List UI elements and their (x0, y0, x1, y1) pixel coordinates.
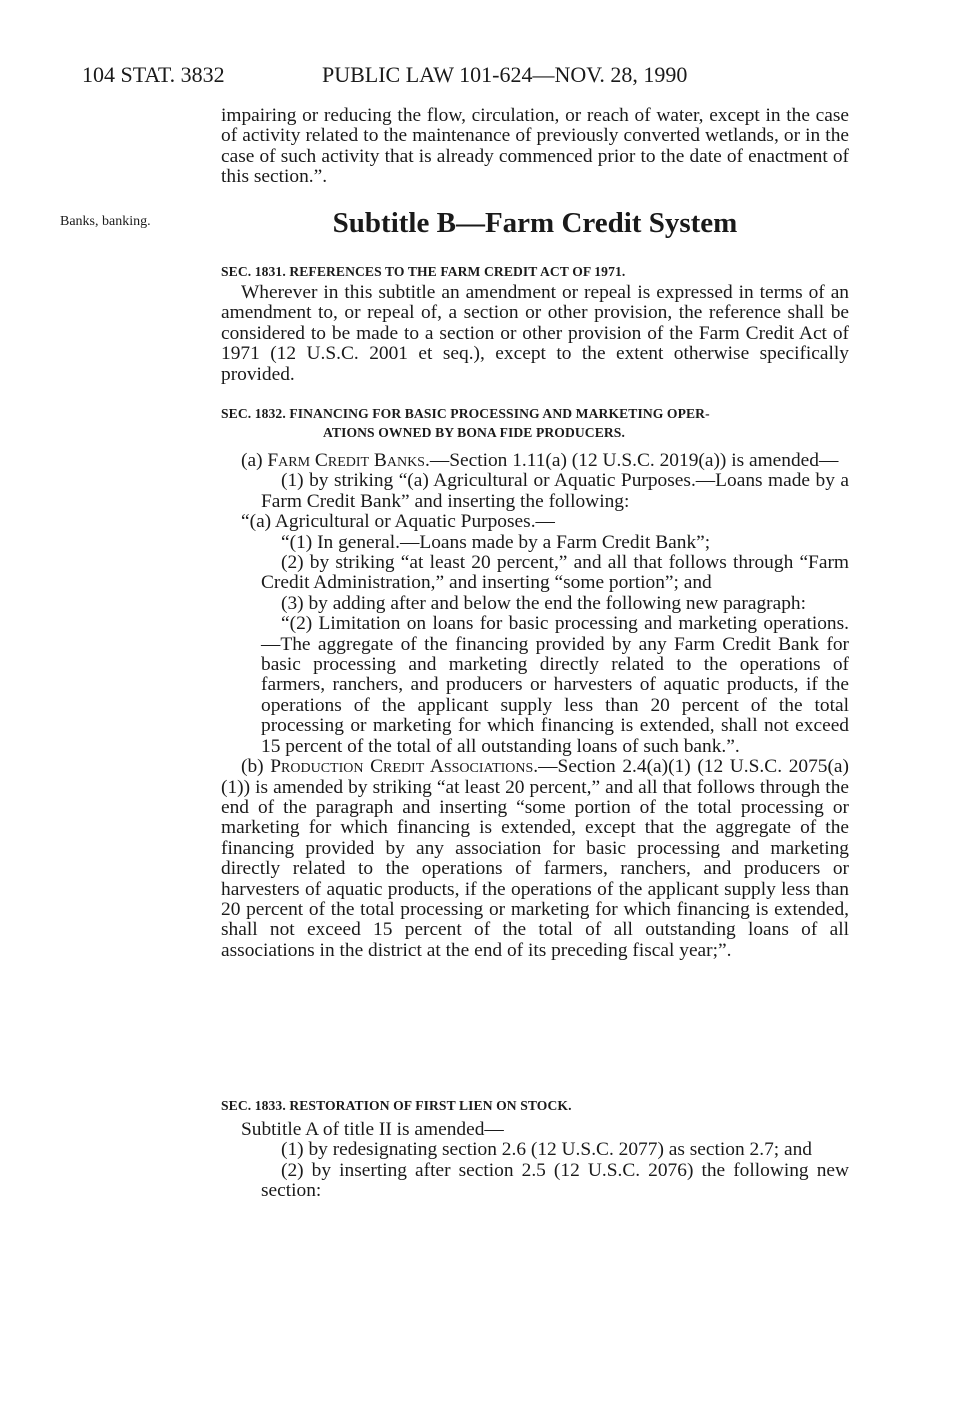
quote-a3-limitation: “(2) Limitation on loans for basic processing and marketing operations.—The aggregate of the financing provided by any Farm Credit Bank for basic processing and marketing directly related to the operations of farmers, ranchers, and producers or harvesters of aquatic products, if the operations of the applicant supply less than 20 percent of the total processing or marketing for which financing is extended, shall not exceed 15 percent of the total of all outstanding loans of such bank.”. (261, 613, 849, 757)
section-1831-body: Wherever in this subtitle an amendment or repeal is expressed in terms of an amendment to, or repeal of, a section or other provision, the reference shall be considered to be made to a section or other provision of the Farm Credit Act of 1971 (12 U.S.C. 2001 et seq.), except to the extent otherwise specifically provided. (221, 282, 849, 385)
paragraph-a2: (2) by striking “at least 20 percent,” and all that follows through “Farm Credit Administration,” and inserting “some portion”; and (261, 552, 849, 594)
page-header (82, 62, 688, 88)
section-1833 (221, 1096, 849, 1202)
section-1833-item1: (1) by redesignating section 2.6 (12 U.S.C. 2077) as section 2.7; and (281, 1139, 812, 1161)
subsection-a-label: (a) (241, 450, 263, 471)
public-law-citation: PUBLIC LAW 101-624—NOV. 28, 1990 (322, 62, 688, 87)
intro-block (221, 106, 849, 188)
section-1831 (221, 262, 849, 385)
section-1832-heading-line1: SEC. 1832. FINANCING FOR BASIC PROCESSING AND MARKETING OPER- (221, 406, 710, 421)
section-1832-heading (221, 404, 849, 442)
paragraph-a3: (3) by adding after and below the end the following new paragraph: (281, 592, 806, 614)
intro-paragraph: impairing or reducing the flow, circulation, or reach of water, except in the case of activity related to the maintenance of previously converted wetlands, or in the case of such activity that is already commenced prior to the date of enactment of this section.”. (221, 105, 849, 188)
section-1832 (221, 404, 849, 961)
quote-a1-general: “(1) In general.—Loans made by a Farm Credit Bank”; (281, 531, 711, 553)
section-1832-heading-line2: ATIONS OWNED BY BONA FIDE PRODUCERS. (323, 425, 625, 440)
section-1831-heading: SEC. 1831. REFERENCES TO THE FARM CREDIT ACT OF 1971. (221, 264, 626, 279)
subsection-a-text: .—Section 1.11(a) (12 U.S.C. 2019(a)) is amended— (424, 450, 839, 471)
subsection-b-label: (b) (241, 756, 264, 778)
quote-a1-heading: “(a) Agricultural or Aquatic Purposes.— (241, 511, 555, 533)
section-1833-item2: (2) by inserting after section 2.5 (12 U.S.C. 2076) the following new section: (261, 1159, 849, 1202)
section-1833-heading: SEC. 1833. RESTORATION OF FIRST LIEN ON STOCK. (221, 1098, 572, 1113)
paragraph-a1: (1) by striking “(a) Agricultural or Aquatic Purposes.—Loans made by a Farm Credit Bank” and inserting the following: (261, 470, 849, 512)
section-1833-intro: Subtitle A of title II is amended— (241, 1119, 504, 1140)
subsection-b-text: .—Section 2.4(a)(1) (12 U.S.C. 2075(a)(1)) is amended by striking “at least 20 percent,” and all that follows through the end of the paragraph and inserting “some portion of the total processing or marketing for which financing is extended, except that the aggregate of the financing provided by any association for basic processing and marketing directly related to the operations of farmers, ranchers, and producers or harvesters of aquatic products, if the operations of the applicant supply less than 20 percent of the total processing or marketing for which financing is extended, shall not exceed 15 percent of the total of all outstanding loans of all associations in the district at the end of its preceding fiscal year;”. (221, 756, 849, 961)
subtitle-heading: Subtitle B—Farm Credit System (332, 207, 738, 239)
subsection-b (221, 757, 849, 961)
stat-citation: 104 STAT. 3832 (82, 62, 225, 87)
margin-note: Banks, banking. (60, 214, 151, 229)
subsection-a-caption: Farm Credit Banks (267, 450, 425, 471)
subsection-b-caption: Production Credit Associations (270, 756, 534, 778)
subsection-a (221, 451, 849, 471)
